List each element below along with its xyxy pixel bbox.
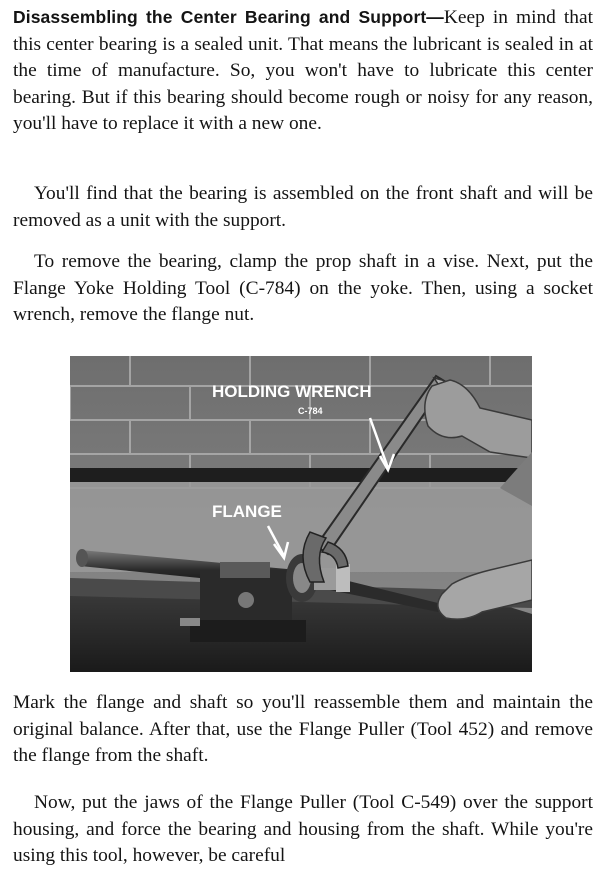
holding-wrench-photo xyxy=(70,356,532,672)
callout-holding-wrench: HOLDING WRENCH xyxy=(212,382,372,401)
paragraph-mark-flange: Mark the flange and shaft so you'll reassemble them and maintain the original balance. After that, use the Flange Puller (Tool 452) and remove the flange from the shaft. xyxy=(13,692,593,767)
callout-flange: FLANGE xyxy=(212,502,282,521)
paragraph-bearing-assembly: You'll find that the bearing is assembled on the front shaft and will be removed as a unit with the support. xyxy=(13,183,593,231)
wall-band xyxy=(70,468,532,482)
intro-text: Keep in mind that this center bearing is a sealed unit. That means the lubricant is sealed in at the time of manufacture. So, you won't have to lubricate this center bearing. But if this bearing should become rough or noisy for any reason, you'll have to replace it with a new one. xyxy=(13,7,593,135)
section-heading: Disassembling the Center Bearing and Support— xyxy=(13,7,444,27)
paragraph-remove-bearing: To remove the bearing, clamp the prop shaft in a vise. Next, put the Flange Yoke Holding Tool (C-784) on the yoke. Then, using a socket wrench, remove the flange nut. xyxy=(13,251,593,326)
photo-illustration xyxy=(70,356,532,672)
callout-tool-code: C-784 xyxy=(298,406,323,416)
paragraph-intro xyxy=(13,4,593,138)
shaft-end xyxy=(76,549,88,567)
paragraph-flange-puller: Now, put the jaws of the Flange Puller (Tool C-549) over the support housing, and force the bearing and housing from the shaft. While you're using this tool, however, be careful xyxy=(13,792,593,867)
